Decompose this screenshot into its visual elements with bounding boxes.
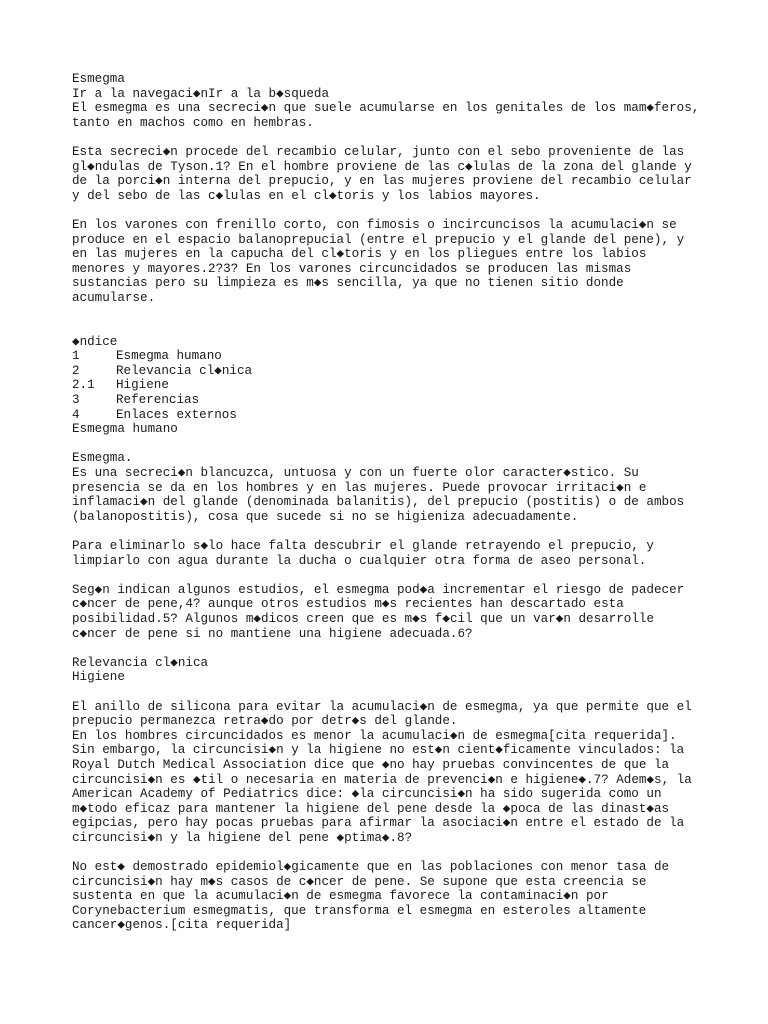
text-line: m◆todo eficaz para mantener la higiene del pene desde la ◆poca de las dinast◆as <box>72 801 670 816</box>
text-line: en las mujeres en la capucha del cl◆toris y en los pliegues entre los labios <box>72 247 647 262</box>
toc-item[interactable] <box>72 378 708 393</box>
toc-item-number: 1 <box>72 349 80 364</box>
text-line: presencia se da en los hombres y en las mujeres. Puede provocar irritaci◆n e <box>72 480 647 495</box>
text-line: egipcias, pero hay pocas pruebas para afirmar la asociaci◆n entre el estado de la <box>72 816 685 831</box>
text-line: (balanopostitis), cosa que sucede si no se higieniza adecuadamente. <box>72 509 579 524</box>
toc-item-number: 3 <box>72 393 80 408</box>
toc-item[interactable] <box>72 408 708 423</box>
text-line: y del sebo de las c◆lulas en el cl◆toris y los labios mayores. <box>72 188 541 203</box>
section-heading-human <box>72 422 708 437</box>
text-line: cancer◆genos.[cita requerida] <box>72 918 292 933</box>
toc-item[interactable] <box>72 364 708 379</box>
accumulation-paragraph <box>72 218 708 306</box>
epidemiology-paragraph <box>72 860 708 933</box>
text-line: produce en el espacio balanoprepucial (entre el prepucio y el glande del pene), y <box>72 232 685 247</box>
text-line: circuncisi◆n y la higiene del pene ◆ptima◆.8? <box>72 830 413 845</box>
text-line: circuncisi◆n es ◆til o necesaria en materia de prevenci◆n e higiene◆.7? Adem◆s, la <box>72 772 692 787</box>
text-line: acumularse. <box>72 290 156 305</box>
intro-paragraph <box>72 101 708 130</box>
text-line: c◆ncer de pene si no mantiene una higiene adecuada.6? <box>72 626 473 641</box>
toc-item-label: Esmegma humano <box>116 349 222 364</box>
toc-item[interactable] <box>72 349 708 364</box>
text-line: circuncisi◆n hay m◆s casos de c◆ncer de pene. Se supone que esta creencia se <box>72 874 647 889</box>
text-line: de la porci◆n interna del prepucio, y en las mujeres proviene del recambio celular <box>72 174 692 189</box>
text-line: sustenta en que la acumulaci◆n de esmegma favorece la contaminaci◆n por <box>72 889 609 904</box>
section-title: Relevancia cl◆nica <box>72 655 209 670</box>
text-line: menores y mayores.2?3? En los varones circuncidados se producen las mismas <box>72 261 632 276</box>
text-line: limpiarlo con agua durante la ducha o cualquier otra forma de aseo personal. <box>72 553 647 568</box>
text-line: posibilidad.5? Algunos m◆dicos creen que es m◆s f◆cil que un var◆n desarrolle <box>72 611 655 626</box>
hygiene-paragraph <box>72 700 708 846</box>
text-line: inflamaci◆n del glande (denominada balanitis), del prepucio (postitis) o de ambos <box>72 495 685 510</box>
section-heading-clinical <box>72 656 708 685</box>
origin-paragraph <box>72 145 708 203</box>
text-line: Sin embargo, la circuncisi◆n y la higiene no est◆n cient◆ficamente vinculados: la <box>72 743 685 758</box>
text-line: El anillo de silicona para evitar la acumulaci◆n de esmegma, ya que permite que el <box>72 699 692 714</box>
text-line: sustancias pero su limpieza es m◆s sencilla, ya que no tienen sitio donde <box>72 276 624 291</box>
text-line: Royal Dutch Medical Association dice que ◆no hay pruebas convincentes de que la <box>72 757 670 772</box>
toc-item[interactable] <box>72 393 708 408</box>
text-line: Para eliminarlo s◆lo hace falta descubrir el glande retrayendo el prepucio, y <box>72 539 654 553</box>
nav-links-text: Ir a la navegaci◆nIr a la b◆squeda <box>72 86 330 101</box>
toc-item-label: Relevancia cl◆nica <box>116 363 253 378</box>
removal-paragraph <box>72 539 708 568</box>
toc-heading: ◆ndice <box>72 334 118 349</box>
toc-item-number: 2 <box>72 363 80 378</box>
text-line: Corynebacterium esmegmatis, que transforma el esmegma en esteroles altamente <box>72 903 647 918</box>
subsection-title: Higiene <box>72 670 125 685</box>
description-paragraph <box>72 451 708 524</box>
text-line: No est◆ demostrado epidemiol◆gicamente que en las poblaciones con menor tasa de <box>72 860 670 875</box>
section-title: Esmegma humano <box>72 422 178 437</box>
text-line: prepucio permanezca retra◆do por detr◆s del glande. <box>72 714 458 729</box>
text-line: c◆ncer de pene,4? aunque otros estudios m◆s recientes han descartado esta <box>72 597 624 612</box>
text-line: American Academy of Pediatrics dice: ◆la circuncisi◆n ha sido sugerida como un <box>72 787 662 802</box>
text-line: El esmegma es una secreci◆n que suele acumularse en los genitales de los mam◆feros, <box>72 101 700 116</box>
text-line: Seg◆n indican algunos estudios, el esmegma pod◆a incrementar el riesgo de padecer <box>72 582 685 597</box>
toc-item-label: Referencias <box>116 393 200 408</box>
text-line: Esmegma. <box>72 451 133 466</box>
toc-item-number: 4 <box>72 407 80 422</box>
toc-item-number: 2.1 <box>72 378 95 393</box>
text-line: gl◆ndulas de Tyson.1? En el hombre proviene de las c◆lulas de la zona del glande y <box>72 159 692 174</box>
text-line: En los hombres circuncidados es menor la acumulaci◆n de esmegma[cita requerida]. <box>72 728 677 743</box>
page-title: Esmegma <box>72 72 125 86</box>
text-line: Es una secreci◆n blancuzca, untuosa y con un fuerte olor caracter◆stico. Su <box>72 466 639 481</box>
toc-item-label: Enlaces externos <box>116 407 237 422</box>
text-line: tanto en machos como en hembras. <box>72 115 314 130</box>
table-of-contents <box>72 335 708 423</box>
text-line: Esta secreci◆n procede del recambio celular, junto con el sebo proveniente de las <box>72 144 685 159</box>
cancer-risk-paragraph <box>72 583 708 641</box>
text-line: En los varones con frenillo corto, con fimosis o incircuncisos la acumulaci◆n se <box>72 217 677 232</box>
toc-item-label: Higiene <box>116 378 169 393</box>
